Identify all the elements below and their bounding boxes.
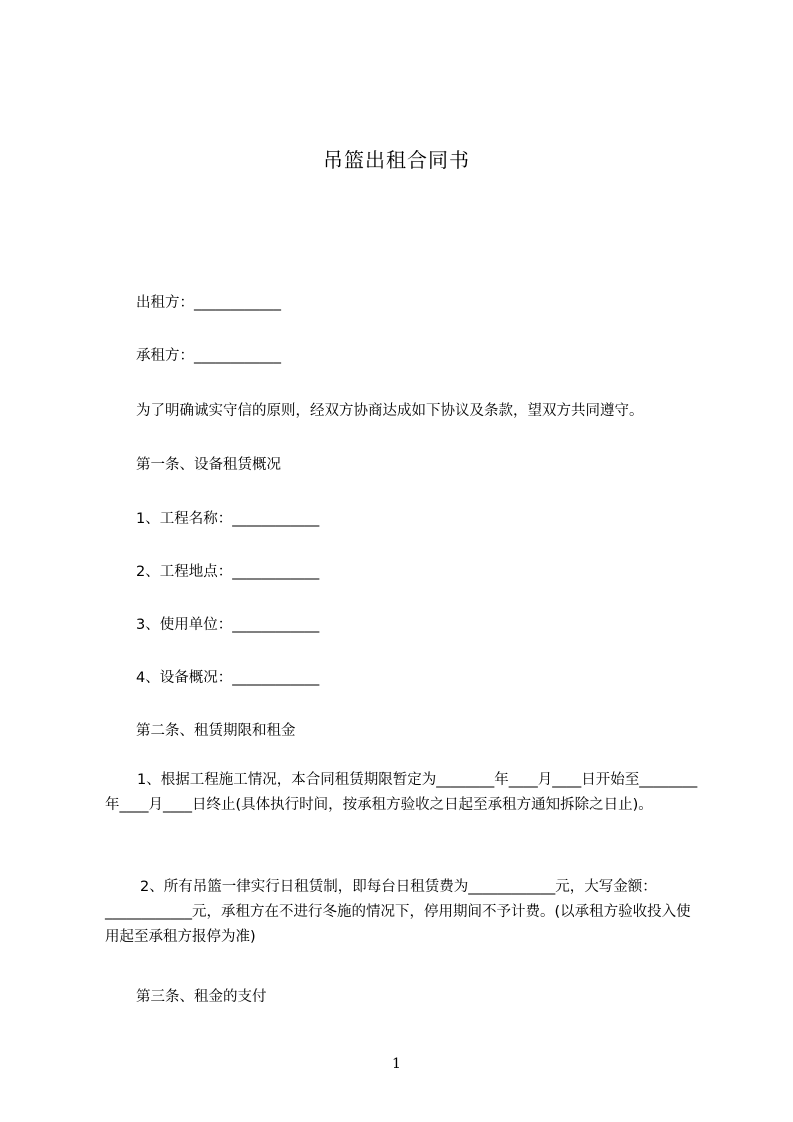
page-number: 1 — [392, 1056, 401, 1072]
article2-clause2: 2、所有吊篮一律实行日租赁制，即每台日租赁费为____________元，大写金额：____________元，承租方在不进行冬施的情况下，停用期间不予计费。(以承租方验收投入使用起至承租方报停为准) — [105, 879, 691, 945]
article1-item-project-name: 1、工程名称：____________ — [136, 511, 320, 527]
article2-heading: 第二条、租赁期限和租金 — [136, 723, 296, 739]
lessor-field: 出租方：____________ — [136, 295, 281, 311]
article1-heading: 第一条、设备租赁概况 — [136, 457, 281, 473]
lessee-field: 承租方：____________ — [136, 348, 281, 364]
article1-item-equipment-overview: 4、设备概况：____________ — [136, 670, 320, 686]
article2-clause1: 1、根据工程施工情况，本合同租赁期限暂定为________年____月____日开始至________年____月____日终止(具体执行时间，按承租方验收之日起至承租方通知拆除之日止)。 — [105, 772, 698, 813]
article1-item-user-unit: 3、使用单位：____________ — [136, 617, 320, 633]
page-title: 吊篮出租合同书 — [323, 148, 470, 172]
article1-item-project-location: 2、工程地点：____________ — [136, 564, 320, 580]
preamble-text: 为了明确诚实守信的原则，经双方协商达成如下协议及条款，望双方共同遵守。 — [136, 403, 644, 419]
article3-heading: 第三条、租金的支付 — [136, 989, 267, 1005]
